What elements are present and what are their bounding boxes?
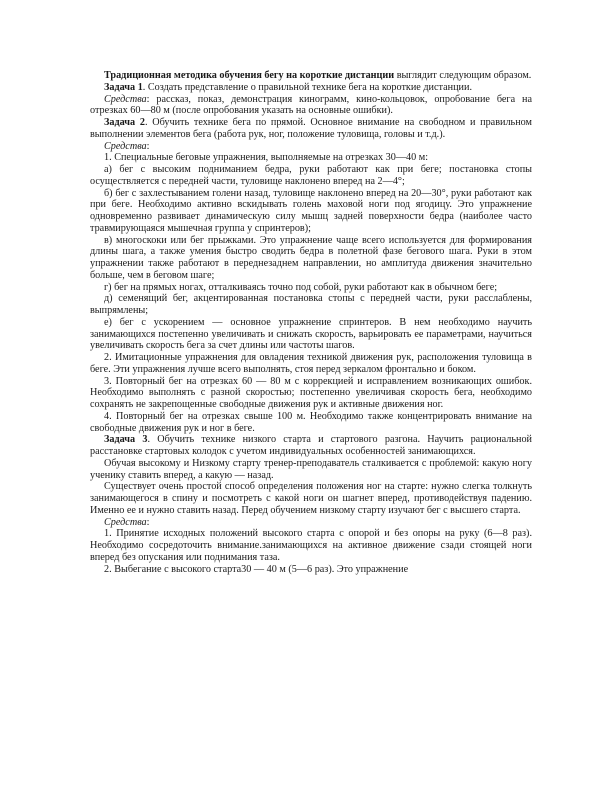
list-item-start-1: 1. Принятие исходных положений высокого старта с опорой и без опоры на руку (6—8 раз). Необходимо сосредоточить внимание.занимающихся на активное движение сзади стоящей ноги вперед без опускания или поднимания таза. bbox=[90, 528, 532, 563]
list-item-1e: е) бег с ускорением — основное упражнение спринтеров. В нем необходимо научить занимающихся постепенно увеличивать и снижать скорость, варьировать ее параметрами, научиться увеличивать скорость бега за счет длины или частоты шагов. bbox=[90, 316, 532, 352]
task-2-heading: Задача 2 bbox=[104, 117, 145, 128]
means-label: Средства bbox=[104, 93, 147, 105]
intro-bold-lead: Традиционная методика обучения бегу на короткие дистанции bbox=[104, 70, 395, 81]
paragraph-start-method: Существует очень простой способ определения положения ног на старте: нужно слегка толкнуть занимающегося в спину и посмотреть с какой ноги он шагнет вперед, противодействуя падению. Именно ее и нужно ставить назад. Перед обучением низкому старту изучают бег с высшего старта. bbox=[90, 481, 532, 516]
paragraph-text: : bbox=[146, 516, 150, 528]
list-item-3: 3. Повторный бег на отрезках 60 — 80 м с коррекцией и исправлением возникающих ошибок. Необходимо выполнять с разной скоростью; постепенно увеличивая скорость бега, необходимо сохранять не закрепощенные свободные движения рук и активные движения ног. bbox=[90, 375, 532, 410]
paragraph-text: . Обучить технике бега по прямой. Основное внимание на свободном и правильном выполнении элементов бега (работа рук, ног, положение туловища, головы и т.д.). bbox=[90, 117, 532, 140]
list-item-1a: а) бег с высоким подниманием бедра, руки работают как при беге; постановка стопы осуществляется с передней части, туловище наклонено вперед на 2—4°; bbox=[90, 164, 532, 187]
paragraph-start-problem: Обучая высокому и Низкому старту тренер-преподаватель сталкивается с проблемой: какую ногу ученику ставить вперед, а какую — назад. bbox=[90, 457, 532, 481]
paragraph-text: . Обучить технике низкого старта и стартового разгона. Научить рациональной расстановке стартовых колодок с учетом индивидуальных особенностей занимающихся. bbox=[90, 434, 532, 457]
means-label: Средства bbox=[104, 516, 147, 528]
paragraph-text: . Создать представление о правильной технике бега на короткие дистанции. bbox=[142, 81, 472, 93]
paragraph-text: : bbox=[146, 140, 150, 152]
paragraph-text: выглядит следующим образом. bbox=[394, 70, 532, 81]
list-item-2: 2. Имитационные упражнения для овладения техникой движения рук, расположения туловища в беге. Эти упражнения лучше всего выполнять, стоя перед зеркалом фронтально и боком. bbox=[90, 352, 532, 375]
paragraph-task-3 bbox=[90, 434, 532, 458]
document-page bbox=[90, 70, 532, 575]
list-item-1d: д) семенящий бег, акцентированная постановка стопы с передней части, руки расслаблены, выпрямлены; bbox=[90, 293, 532, 316]
paragraph-means-1 bbox=[90, 94, 532, 118]
list-item-1v: в) многоскоки или бег прыжками. Это упражнение чаще всего используется для формирования длины шага, а также умения быстро сводить бедра в полетной фазе бегового шага. Руки в этом упражнении также работают в переднезаднем направлении, но амплитуда движения значительно больше, чем в беговом шаге; bbox=[90, 234, 532, 281]
paragraph-task-2 bbox=[90, 117, 532, 141]
paragraph-task-1 bbox=[90, 82, 532, 94]
paragraph-text: : рассказ, показ, демонстрация кинограмм, кино-кольцовок, опробование бега на отрезках 60—80 м (после опробования указать на основные ошибки). bbox=[90, 93, 532, 117]
list-item-1g: г) бег на прямых ногах, отталкиваясь точно под собой, руки работают как в обычном беге; bbox=[104, 281, 498, 293]
paragraph-intro bbox=[90, 70, 532, 82]
paragraph-means-2 bbox=[90, 141, 532, 153]
list-item-1: 1. Специальные беговые упражнения, выполняемые на отрезках 30—40 м: bbox=[104, 152, 429, 164]
paragraph-means-3 bbox=[90, 517, 532, 529]
task-1-heading: Задача 1 bbox=[104, 81, 143, 93]
list-item-1b: б) бег с захлестыванием голени назад, туловище наклонено вперед на 20—30°, руки работают как при беге. Необходимо активно вскидывать голень маховой ноги под ягодицу. Это упражнение одновременно развивает динамическую силу мышц задней поверхности бедра (наиболее часто травмирующаяся мышечная группа у спринтеров); bbox=[90, 187, 532, 234]
list-item-start-2: 2. Выбегание с высокого старта30 — 40 м (5—6 раз). Это упражнение bbox=[104, 563, 409, 575]
task-3-heading: Задача 3 bbox=[104, 434, 148, 446]
list-item-4: 4. Повторный бег на отрезках свыше 100 м. Необходимо также концентрировать внимание на свободные движения рук и ног в беге. bbox=[90, 410, 532, 434]
means-label: Средства bbox=[104, 140, 147, 152]
